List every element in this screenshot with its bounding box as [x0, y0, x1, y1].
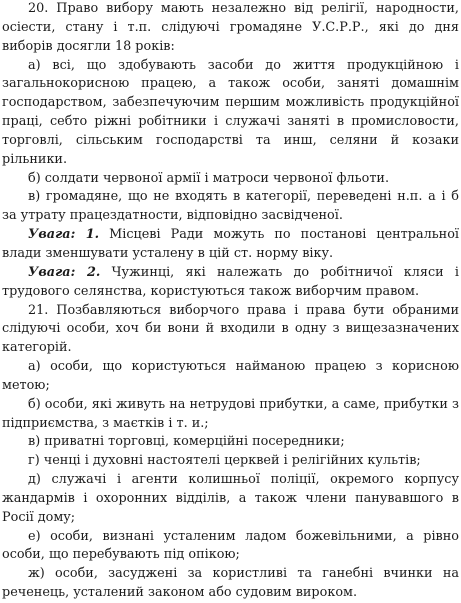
paragraph-item-zh: [2, 565, 459, 603]
paragraph-text: г) ченці і духовні настоятелі церквей і релігійних культів;: [28, 453, 421, 469]
paragraph-text: в) приватні торговці, комерційні посередники;: [28, 434, 345, 450]
paragraph-item-v: [2, 188, 459, 226]
paragraph-text: а) всі, що здобувають засоби до життя продукційною і загальнокорисною працею, а також особи, заняті домашнім господарством, забезпечуючим першим можливість продукційної праці, себто ріжні робітники і служачі заняті в промисловости, торговлі, сільським господарстві та инш, селяни й козаки рільники.: [2, 57, 459, 167]
paragraph-text: б) солдати червоної армії і матроси червоної фльоти.: [28, 170, 390, 186]
paragraph-text: д) служачі і агенти колишньої поліції, окремого корпусу жандармів і охоронних відділів, а також члени панувавшого в Росії дому;: [2, 472, 459, 525]
paragraph-article-21: [2, 302, 459, 359]
paragraph-note-2: [2, 264, 459, 302]
paragraph-text: ж) особи, засуджені за користливі та ганебні вчинки на реченець, усталений законом або судовим вироком.: [2, 566, 459, 601]
paragraph-item-g: [2, 452, 459, 471]
paragraph-text: в) громадяне, що не входять в категорії, переведені н.п. а і б за утрату працездатности, відповідно засвідченої.: [2, 189, 459, 224]
paragraph-item-d: [2, 471, 459, 528]
paragraph-text: Чужинці, які належать до робітничої кляси і трудового селянства, користуються також виборчим правом.: [2, 264, 460, 299]
note-label: Увага: 2.: [28, 264, 101, 280]
paragraph-item-b: [2, 170, 459, 189]
paragraph-text: 21. Позбавляються виборчого права і права бути обраними слідуючі особи, хоч би вони й входили в одну з вищезазначених категорій.: [2, 302, 459, 356]
paragraph-item-v: [2, 433, 459, 452]
paragraph-text: а) особи, що користуються найманою працею з корисною метою;: [2, 359, 459, 393]
paragraph-text: Місцеві Ради можуть по постанові центральної влади зменшувати усталену в цій ст. норму віку.: [2, 227, 459, 261]
paragraph-item-b: [2, 396, 459, 434]
paragraph-text: б) особи, які живуть на нетрудові прибутки, а саме, прибутки з підприємства, з маєтків і т. и.;: [2, 396, 459, 431]
paragraph-item-e: [2, 528, 459, 566]
paragraph-text: е) особи, визнані усталеним ладом божевільними, а рівно особи, що перебувають під опікою;: [2, 528, 459, 563]
paragraph-item-a: [2, 57, 459, 170]
paragraph-note-1: [2, 226, 459, 264]
paragraph-text: 20. Право вибору мають незалежно від релігії, народности, осіести, стану і т.п. слідуючі громадяне У.С.Р.Р., які до дня виборів досягли 18 років:: [2, 1, 459, 54]
paragraph-article-20: [2, 0, 459, 57]
note-label: Увага: 1.: [28, 227, 100, 243]
paragraph-item-a: [2, 358, 459, 396]
